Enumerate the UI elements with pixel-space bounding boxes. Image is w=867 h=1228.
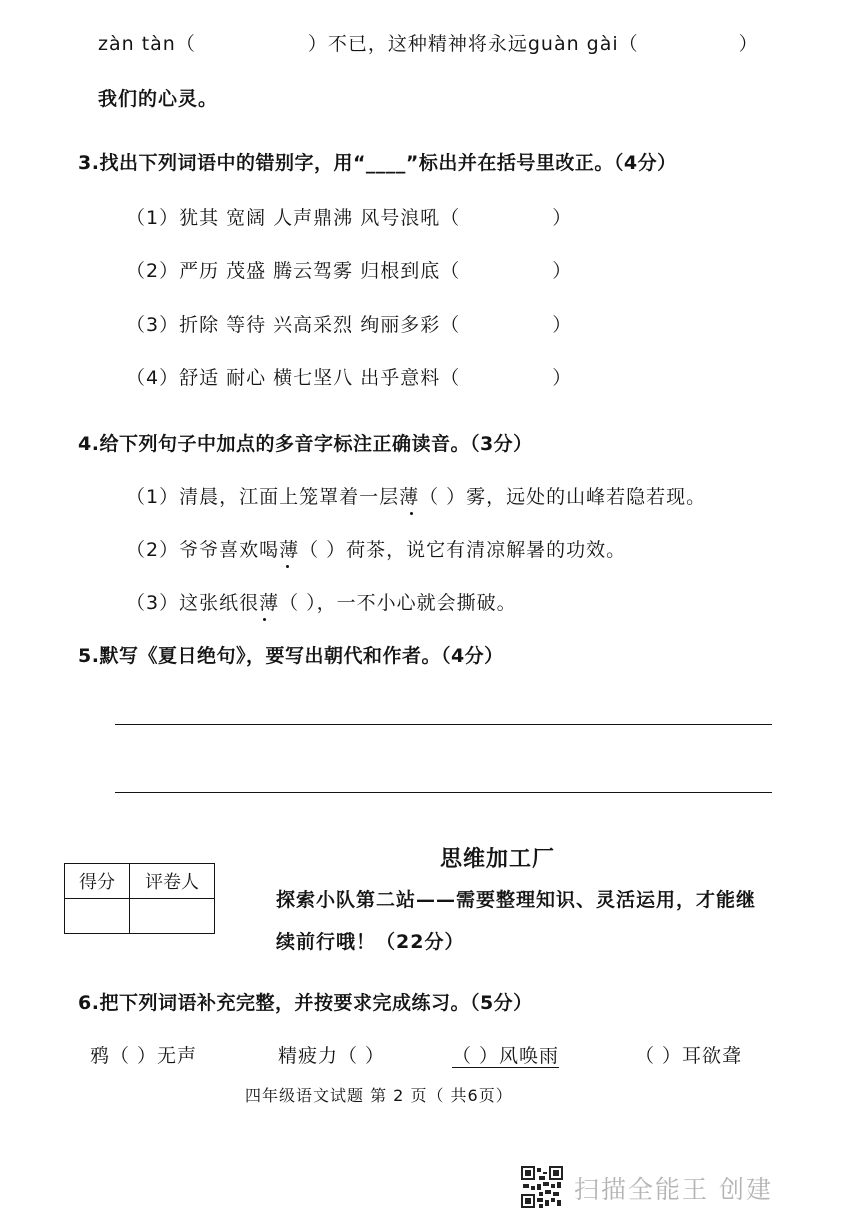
question-4-title: 4.给下列句子中加点的多音字标注正确读音。（3分）: [78, 433, 533, 455]
q6-word-2: 精疲力（ ）: [278, 1045, 386, 1067]
score-table: [64, 863, 215, 934]
emphasis-dot: [286, 565, 289, 568]
grader-cell[interactable]: [130, 899, 215, 934]
q3-item-4: （4）舒适 耐心 横七坚八 出乎意料（ ）: [126, 367, 573, 389]
q6-word-1: 鸦（ ）无声: [90, 1045, 198, 1067]
qr-code-icon: [521, 1166, 563, 1208]
pinyin-zantan: zàn tàn（: [98, 33, 196, 55]
emphasis-dot: [263, 618, 266, 621]
continuation-line: 我们的心灵。: [98, 88, 219, 110]
pinyin-guangai-text: ）不已，这种精神将永远guàn gài（: [307, 33, 639, 55]
section-intro-line-1: 探索小队第二站——需要整理知识、灵活运用，才能继: [276, 889, 757, 911]
q4-item-1: （1）清晨，江面上笼罩着一层薄（ ）雾，远处的山峰若隐若现。: [126, 486, 707, 508]
paren-close: ）: [738, 33, 759, 55]
grader-header: 评卷人: [130, 864, 215, 899]
q6-word-4: （ ）耳欲聋: [635, 1045, 743, 1067]
q3-item-2: （2）严历 茂盛 腾云驾雾 归根到底（ ）: [126, 260, 573, 282]
q4-item-2: （2）爷爷喜欢喝薄（ ）荷茶，说它有清凉解暑的功效。: [126, 539, 627, 561]
emphasis-dot: [410, 512, 413, 515]
question-6-title: 6.把下列词语补充完整，并按要求完成练习。（5分）: [78, 992, 533, 1014]
score-header: 得分: [65, 864, 130, 899]
question-5-title: 5.默写《夏日绝句》，要写出朝代和作者。（4分）: [78, 645, 504, 667]
scanner-watermark: 扫描全能王 创建: [574, 1175, 773, 1204]
score-cell[interactable]: [65, 899, 130, 934]
q4-item-3: （3）这张纸很薄（ ），一不小心就会撕破。: [126, 592, 517, 614]
answer-line-2: [115, 792, 772, 793]
section-intro-line-2: 续前行哦！（22分）: [276, 931, 465, 953]
pinyin-line: [98, 29, 759, 56]
section-title: 思维加工厂: [440, 847, 556, 872]
page-footer: 四年级语文试题 第 2 页（ 共6页）: [245, 1086, 513, 1105]
question-3-title: 3.找出下列词语中的错别字，用“____”标出并在括号里改正。（4分）: [78, 152, 677, 174]
q6-word-3: （ ）风唤雨: [452, 1045, 560, 1067]
q3-item-3: （3）折除 等待 兴高采烈 绚丽多彩（ ）: [126, 314, 573, 336]
q3-item-1: （1）犹其 宽阔 人声鼎沸 风号浪吼（ ）: [126, 207, 573, 229]
answer-line-1: [115, 724, 772, 725]
